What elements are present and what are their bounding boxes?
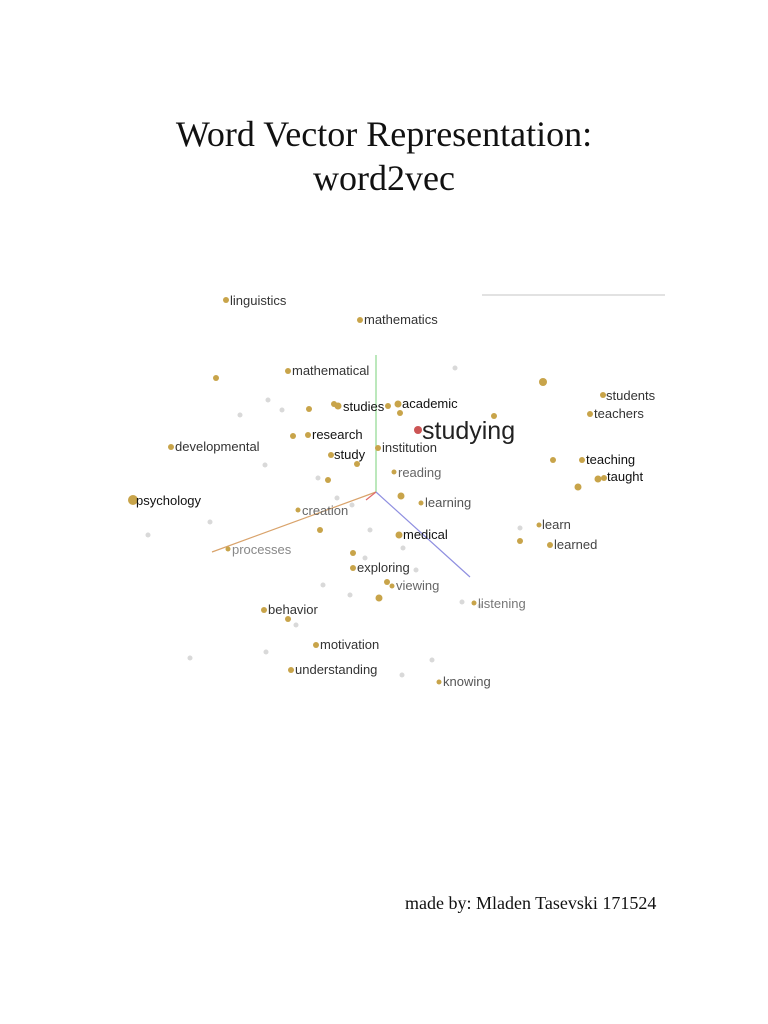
faint-point (266, 398, 271, 403)
word-processes (226, 542, 292, 557)
word-label: linguistics (230, 293, 287, 308)
word-institution (375, 440, 437, 455)
word-point (579, 457, 585, 463)
unlabeled-point (550, 457, 556, 463)
word-point (285, 368, 291, 374)
word-learning (419, 495, 472, 510)
word-creation (296, 503, 349, 518)
unlabeled-point (539, 378, 547, 386)
faint-points-group (146, 366, 523, 678)
word-point (288, 667, 294, 673)
word-point (547, 542, 553, 548)
word-label: exploring (357, 560, 410, 575)
unlabeled-point (325, 477, 331, 483)
word-point (357, 317, 363, 323)
unlabeled-point (306, 406, 312, 412)
word-mathematical (285, 363, 369, 378)
word-students (600, 388, 656, 403)
word-studies (335, 399, 385, 414)
word-developmental (168, 439, 260, 454)
unlabeled-point (213, 375, 219, 381)
faint-point (280, 408, 285, 413)
word-label: learn (542, 517, 571, 532)
faint-point (321, 583, 326, 588)
word-point (226, 547, 231, 552)
word-linguistics (223, 293, 287, 308)
word-label: students (606, 388, 656, 403)
word-mathematics (357, 312, 438, 327)
word-label-focus: studying (422, 417, 516, 445)
word-label: viewing (396, 578, 440, 593)
word-point (305, 432, 311, 438)
document-title-line-1: Word Vector Representation: (175, 114, 593, 154)
word-label: medical (403, 527, 448, 542)
word-point (472, 601, 477, 606)
faint-point (414, 568, 419, 573)
word-label: creation (302, 503, 349, 518)
word-label: listening (478, 596, 526, 611)
word-listening (472, 596, 526, 611)
faint-point (401, 546, 406, 551)
word-point (375, 445, 381, 451)
word-label: taught (607, 469, 644, 484)
faint-point (350, 503, 355, 508)
word-point (296, 508, 301, 513)
word-label: teaching (586, 452, 636, 467)
word-label: reading (398, 465, 442, 480)
word-label: knowing (443, 674, 491, 689)
faint-point (518, 526, 523, 531)
word-label: behavior (268, 602, 318, 617)
word-academic (395, 396, 459, 411)
unlabeled-point (385, 403, 391, 409)
word-label: learning (425, 495, 472, 510)
word-knowing (437, 674, 491, 689)
word-label: study (334, 447, 366, 462)
faint-point (238, 413, 243, 418)
faint-point (430, 658, 435, 663)
word-label: studies (343, 399, 385, 414)
word-point (395, 401, 402, 408)
word-viewing (384, 578, 439, 593)
word-behavior (261, 602, 319, 617)
word-learned (547, 537, 597, 552)
faint-point (400, 673, 405, 678)
word-point (537, 523, 542, 528)
word-motivation (313, 637, 379, 652)
faint-point (453, 366, 458, 371)
word-psychology (128, 493, 202, 508)
word-teachers (587, 406, 644, 421)
word-label: processes (232, 542, 292, 557)
faint-point (316, 476, 321, 481)
faint-point (460, 600, 465, 605)
faint-point (335, 496, 340, 501)
word-point (261, 607, 267, 613)
word-taught (595, 469, 644, 484)
word-point (168, 444, 174, 450)
word-point (419, 501, 424, 506)
word-label: understanding (295, 662, 378, 677)
word-point (384, 579, 390, 585)
unlabeled-point (398, 493, 405, 500)
unlabeled-point (376, 595, 383, 602)
word-understanding (288, 662, 377, 677)
faint-point (146, 533, 151, 538)
word-point (350, 565, 356, 571)
unlabeled-point (350, 550, 356, 556)
unlabeled-point (575, 484, 582, 491)
word-teaching (579, 452, 635, 467)
word-label: learned (554, 537, 598, 552)
word-research (305, 427, 363, 442)
word-label: developmental (175, 439, 260, 454)
word-point (390, 584, 395, 589)
author-credit: made by: Mladen Tasevski 171524 (405, 893, 657, 913)
word-label: motivation (320, 637, 380, 652)
word-point (313, 642, 319, 648)
faint-point (264, 650, 269, 655)
word-label: psychology (136, 493, 202, 508)
word-medical (396, 527, 448, 542)
word-point (587, 411, 593, 417)
unlabeled-point (290, 433, 296, 439)
unlabeled-point (317, 527, 323, 533)
faint-point (294, 623, 299, 628)
word-exploring (350, 560, 410, 575)
word-label: institution (382, 440, 437, 455)
word-reading (392, 465, 442, 480)
word-label: teachers (594, 406, 644, 421)
word-label: mathematics (364, 312, 438, 327)
document-title-line-2: word2vec (313, 158, 455, 198)
word-point (437, 680, 442, 685)
word-point-focus (414, 426, 422, 434)
word-point (335, 403, 342, 410)
word-study (328, 447, 366, 462)
faint-point (208, 520, 213, 525)
word-point (595, 476, 602, 483)
faint-point (263, 463, 268, 468)
faint-point (368, 528, 373, 533)
faint-point (348, 593, 353, 598)
word-point (396, 532, 403, 539)
word-label: academic (402, 396, 458, 411)
unlabeled-point (517, 538, 523, 544)
word-label: mathematical (292, 363, 370, 378)
word-point (223, 297, 229, 303)
faint-point (188, 656, 193, 661)
word-point (392, 470, 397, 475)
word-learn (537, 517, 571, 532)
word-label: research (312, 427, 363, 442)
